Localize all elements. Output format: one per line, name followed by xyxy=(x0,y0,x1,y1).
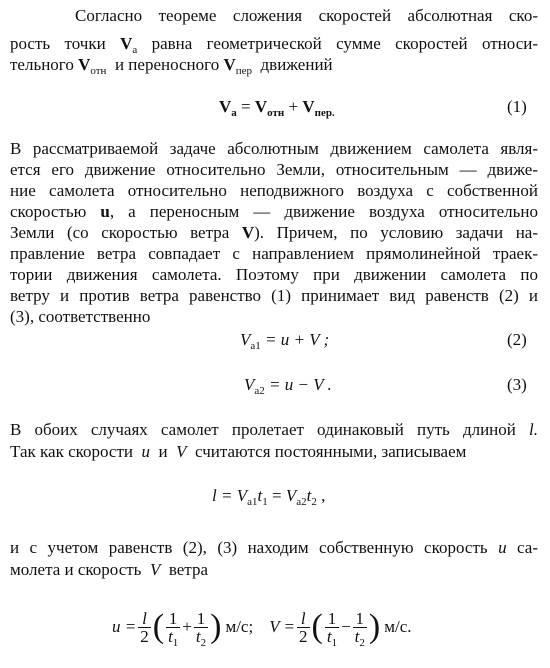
symbol: t xyxy=(354,626,360,646)
symbol: V xyxy=(240,330,251,349)
fraction xyxy=(325,608,339,649)
subscript: a2 xyxy=(296,496,307,508)
text-line xyxy=(10,202,538,222)
text-line xyxy=(10,55,333,75)
vector-symbol: V xyxy=(120,34,133,53)
symbol: V xyxy=(285,486,297,505)
equation-number: (2) xyxy=(507,330,527,349)
text-line xyxy=(10,420,538,440)
subscript: a1 xyxy=(250,340,261,352)
fraction xyxy=(353,608,367,649)
text-line xyxy=(10,34,538,54)
symbol: V xyxy=(244,375,255,394)
text-line xyxy=(10,307,150,327)
equation-number: (1) xyxy=(507,97,527,116)
equation-1 xyxy=(219,96,335,118)
operator: + xyxy=(284,97,303,116)
text: ние самолета относительно неподвижного воздуха с собственной xyxy=(10,181,538,200)
subscript: отн xyxy=(267,107,285,119)
symbol: u xyxy=(498,538,507,557)
numerator: 1 xyxy=(194,610,208,628)
expression: = u + V ; xyxy=(260,330,330,349)
subscript: a2 xyxy=(254,385,265,397)
symbol: t xyxy=(195,626,201,646)
expression: = u − V . xyxy=(264,375,332,394)
text: Так как скорости xyxy=(10,442,134,461)
equation-2 xyxy=(240,329,329,351)
fraction xyxy=(194,608,208,649)
numerator: 1 xyxy=(353,610,367,628)
operator: + xyxy=(182,617,192,636)
vector-symbol: V xyxy=(302,97,315,116)
text-line xyxy=(75,6,538,26)
paren: ) xyxy=(210,608,222,645)
operator: = xyxy=(267,486,286,505)
text-line xyxy=(10,286,538,306)
subscript: пер xyxy=(235,65,253,77)
unit: м/с; xyxy=(225,617,254,636)
text: (3), соответственно xyxy=(10,307,151,326)
text: са- xyxy=(517,538,539,557)
text: тории движения самолета. Поэтому при движении самолета по xyxy=(10,265,538,284)
numerator: l xyxy=(297,610,310,628)
text: рость точки xyxy=(10,34,121,53)
subscript: пер. xyxy=(314,107,335,119)
text: равна геометрической сумме скоростей относи- xyxy=(137,34,539,53)
text: молета и скорость xyxy=(10,560,142,579)
subscript: a xyxy=(231,107,237,119)
symbol: u xyxy=(141,442,151,461)
symbol: V xyxy=(176,442,187,461)
subscript: 1 xyxy=(172,636,179,649)
text: В рассматриваемой задаче абсолютным движением самолета явля- xyxy=(10,139,538,158)
text: тельного xyxy=(10,55,79,74)
subscript: 2 xyxy=(200,636,207,649)
paren: ( xyxy=(152,608,165,645)
text: и с учетом равенств (2), (3) находим собственную скорость xyxy=(10,538,488,557)
text-line xyxy=(10,160,538,180)
denominator xyxy=(166,626,180,649)
symbol: l. xyxy=(529,420,538,439)
numerator: 1 xyxy=(166,610,180,628)
subscript: 1 xyxy=(331,636,338,649)
text: скоростью xyxy=(10,202,87,221)
text-line xyxy=(10,265,538,285)
text: и xyxy=(158,442,168,461)
text: В обоих случаях самолет пролетает одинаковый путь длиной xyxy=(10,420,516,439)
fraction xyxy=(138,610,151,645)
fraction xyxy=(297,610,310,645)
paren: ) xyxy=(368,608,381,645)
numerator: l xyxy=(138,610,151,628)
expression: u = xyxy=(112,617,137,636)
vector-symbol: V xyxy=(219,97,232,116)
subscript: 1 xyxy=(262,496,268,508)
text-line xyxy=(10,538,538,558)
equation-path xyxy=(212,485,325,507)
expression: V = xyxy=(269,617,296,636)
vector-symbol: V xyxy=(254,97,268,116)
text: Земли (со скоростью ветра xyxy=(10,223,230,242)
text: Согласно теореме сложения скоростей абсолютная ско- xyxy=(75,6,538,25)
subscript: 2 xyxy=(359,636,365,649)
text: движений xyxy=(260,55,333,74)
text-line xyxy=(10,181,538,201)
equation-3 xyxy=(244,374,332,396)
operator: − xyxy=(341,617,351,636)
symbol: V xyxy=(236,486,248,505)
symbol: t xyxy=(326,626,332,646)
text: , а переносным — движение воздуха относительно xyxy=(109,202,538,221)
text-line xyxy=(10,223,538,243)
denominator xyxy=(325,626,339,649)
equation-number: (3) xyxy=(507,375,527,394)
text-line xyxy=(10,139,538,159)
text: ). Причем, по условию задачи на- xyxy=(254,223,538,242)
vector-symbol: u xyxy=(100,202,110,221)
text: ется его движение относительно Земли, относительным — движе- xyxy=(10,160,538,179)
fraction xyxy=(166,608,180,649)
vector-symbol: V xyxy=(241,223,255,242)
text: правление ветра совпадает с направлением прямолинейной траек- xyxy=(10,244,538,263)
symbol: t xyxy=(306,486,312,505)
text-line xyxy=(10,442,538,462)
subscript: a1 xyxy=(247,496,258,508)
symbol: t xyxy=(168,626,173,646)
expression: l = xyxy=(212,486,237,505)
denominator xyxy=(194,626,208,649)
text-line xyxy=(10,244,538,264)
operator: = xyxy=(236,97,255,116)
text-line xyxy=(10,560,208,580)
vector-symbol: V xyxy=(223,55,236,74)
subscript: отн xyxy=(90,65,107,77)
subscript: a xyxy=(132,44,138,56)
paren: ( xyxy=(311,608,323,645)
final-formulas xyxy=(112,600,412,654)
symbol: t xyxy=(257,486,263,505)
symbol: V xyxy=(149,560,161,579)
vector-symbol: V xyxy=(78,55,91,74)
text: ветру и против ветра равенство (1) принимает вид равенств (2) и xyxy=(10,286,538,305)
denominator: 2 xyxy=(299,626,308,646)
numerator: 1 xyxy=(325,610,339,628)
text: считаются постоянными, записываем xyxy=(195,442,467,461)
text: ветра xyxy=(168,560,208,579)
unit: м/с. xyxy=(384,617,412,636)
operator: , xyxy=(316,486,326,505)
denominator: 2 xyxy=(140,626,149,646)
text: и переносного xyxy=(114,55,224,74)
subscript: 2 xyxy=(311,496,317,508)
denominator xyxy=(353,626,367,649)
